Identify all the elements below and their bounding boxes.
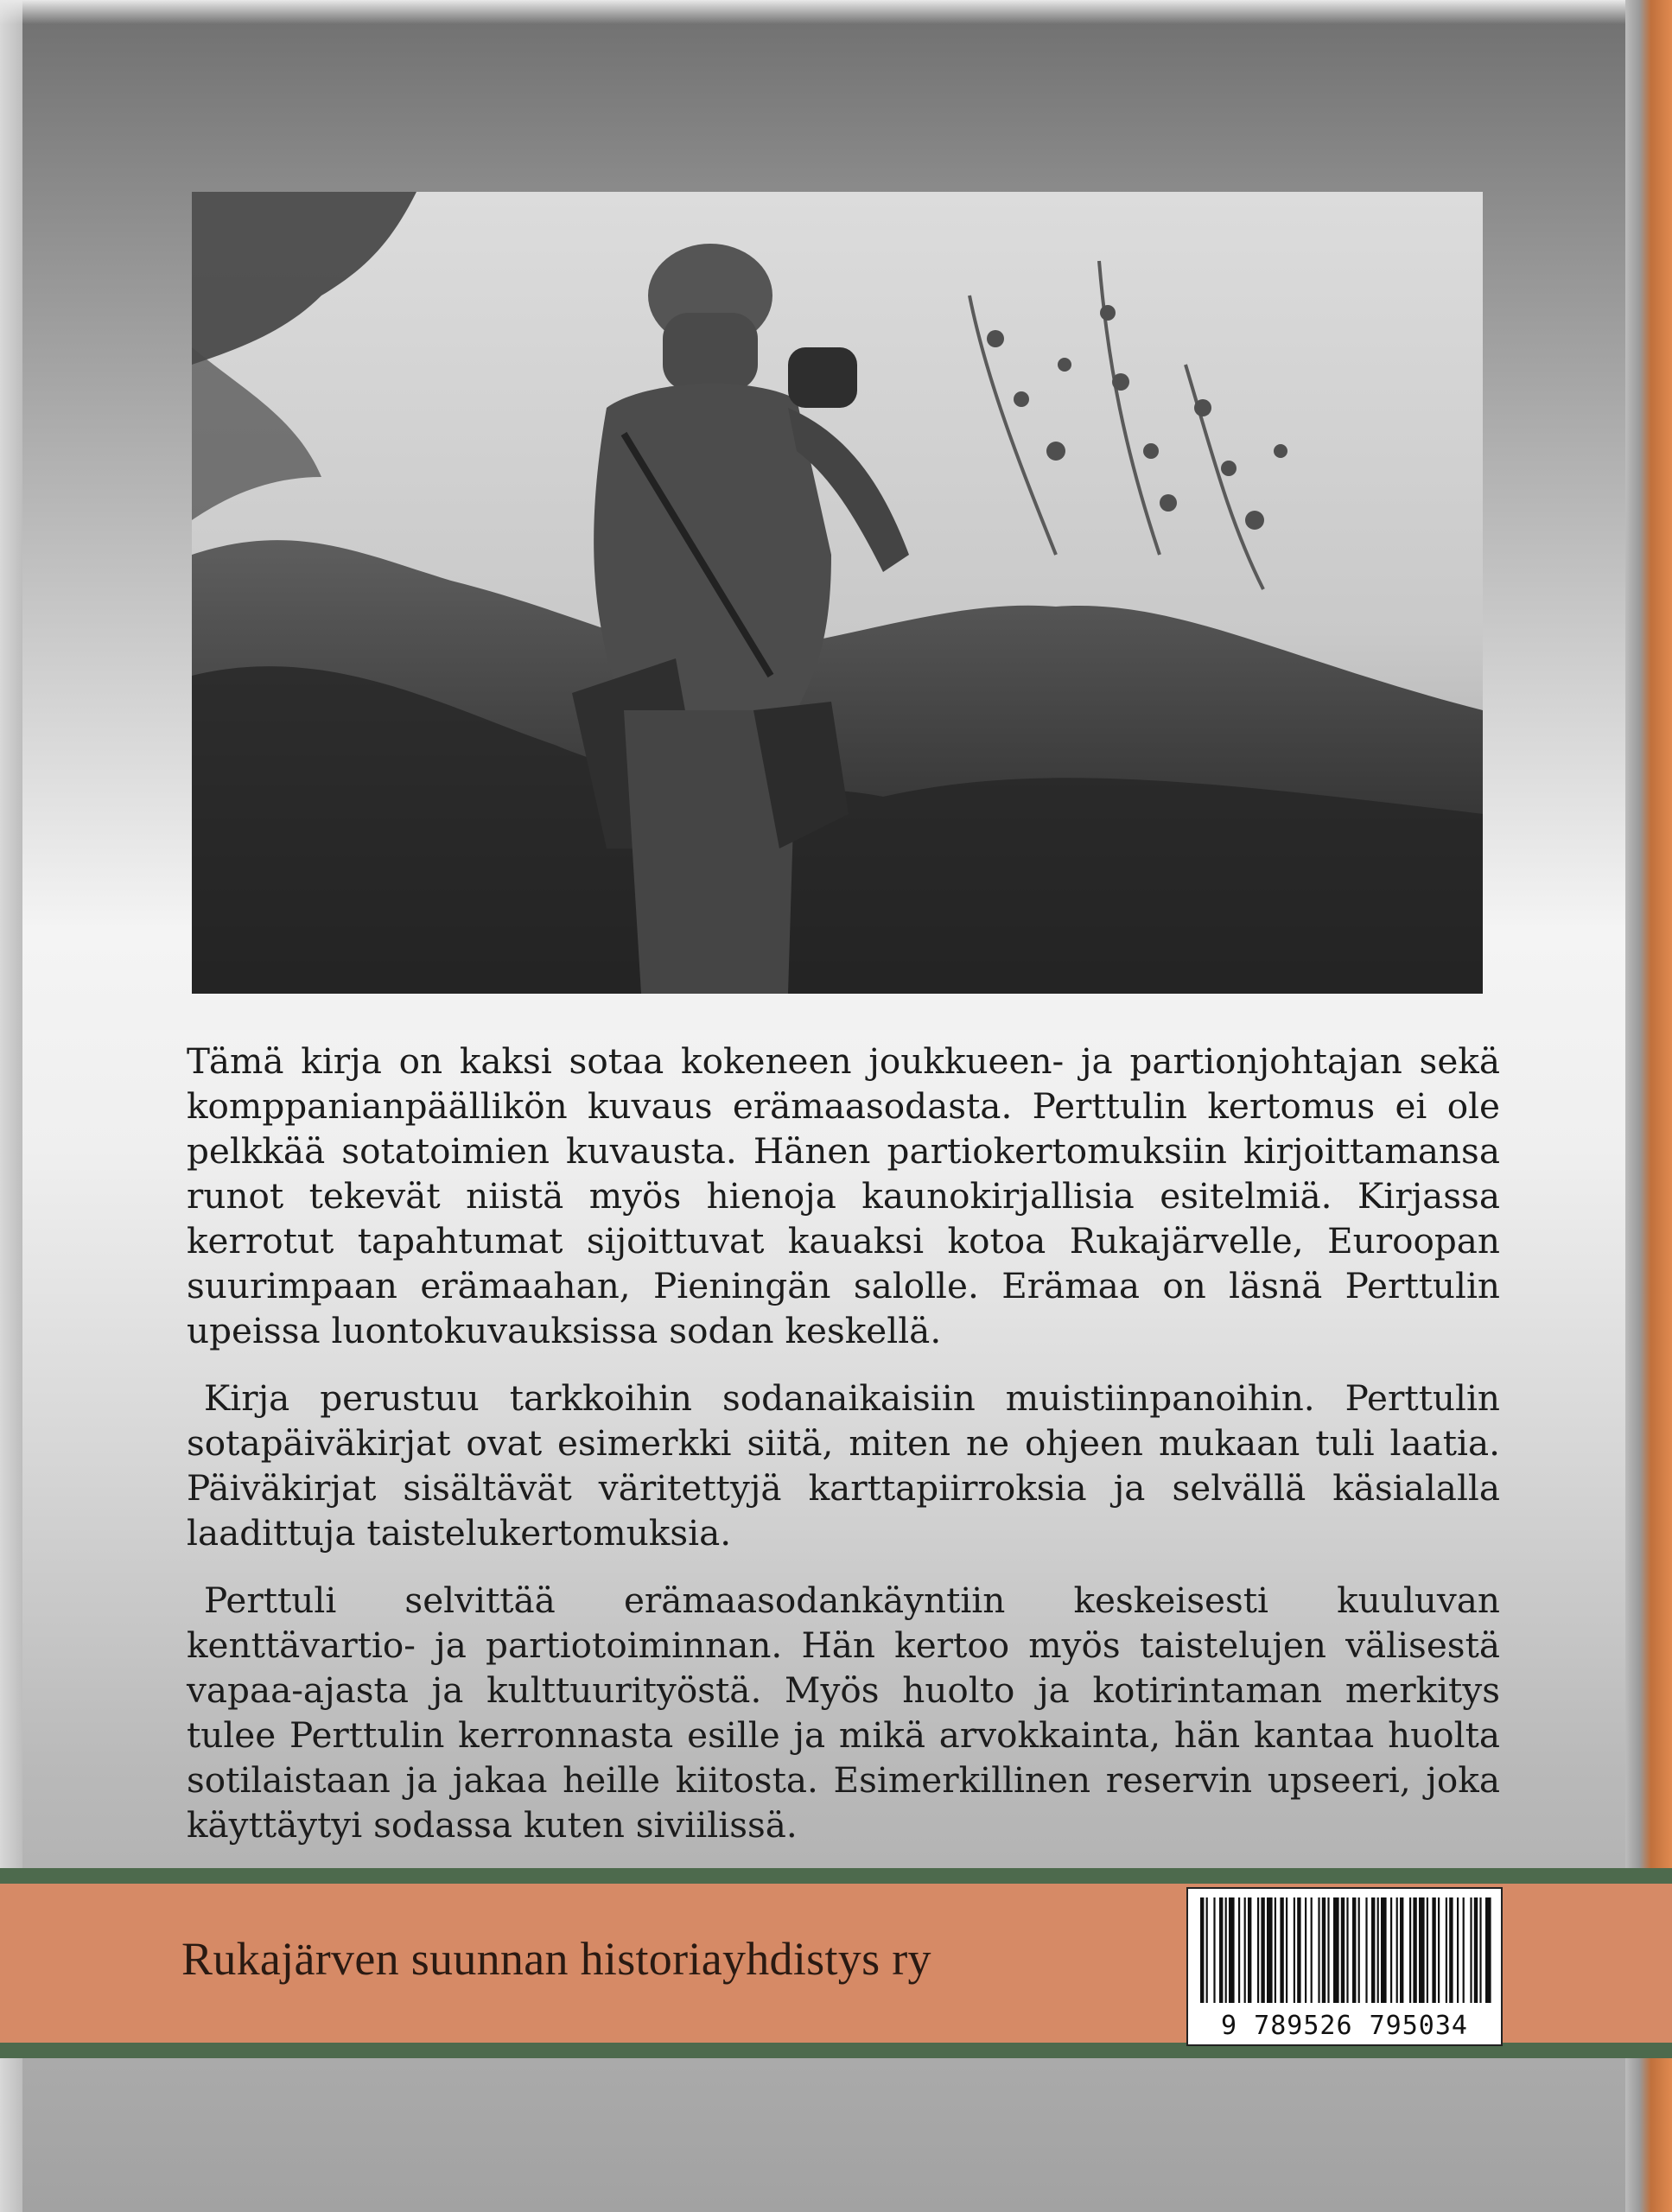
barcode-bar [1213,1897,1215,2003]
barcode-bar [1327,1897,1329,2003]
barcode-bar [1225,1897,1227,2003]
barcode-bar [1427,1897,1428,2003]
barcode-bar [1341,1897,1345,2003]
blurb-paragraph-2: Kirja perustuu tarkkoihin sodanaikaisiin muistiinpanoihin. Perttulin sotapäiväkirjat ovat esimerkki siitä, miten ne ohjeen mukaan tuli laatia. Päiväkirjat sisältävät väritettyjä karttapiirroksia ja selvällä käsialalla laadittuja taistelukertomuksia. [187,1377,1500,1554]
blurb-paragraph-1: Tämä kirja on kaksi sotaa kokeneen joukkueen- ja partionjohtajan sekä komppanianpäällikön kuvaus erämaasodasta. Perttulin kertomus ei ole pelkkää sotatoimien kuvausta. Hänen partiokertomuksiin kirjoittamansa runot tekevät niistä myös hienoja kaunokirjallisia esitelmiä. Kirjassa kerrotut tapahtumat sijoittuvat kauaksi kotoa Rukajärvelle, Euroopan suurimpaan erämaahan, Pieningän salolle. Erämaa on läsnä Perttulin upeissa luontokuvauksissa sodan keskellä. [187,1040,1500,1351]
barcode-bar [1449,1897,1453,2003]
barcode-bar [1333,1897,1339,2003]
barcode-bar [1305,1897,1306,2003]
barcode-bar [1400,1897,1403,2003]
barcode-bar [1200,1897,1204,2003]
barcode-bar [1470,1897,1472,2003]
barcode-bar [1206,1897,1208,2003]
barcode-bar [1463,1897,1465,2003]
barcode-bar [1229,1897,1235,2003]
barcode-bar [1219,1897,1223,2003]
isbn-barcode [1186,1887,1503,2046]
barcode-bar [1318,1897,1319,2003]
barcode-bars [1188,1889,1501,2010]
barcode-bar [1438,1897,1440,2003]
barcode-bar [1297,1897,1300,2003]
soldier-with-binoculars-photo [192,192,1483,994]
publisher-name: Rukajärven suunnan historiayhdistys ry [181,1933,931,1985]
barcode-bar [1311,1897,1313,2003]
barcode-bar [1294,1897,1295,2003]
barcode-bar [1390,1897,1392,2003]
barcode-bar [1238,1897,1240,2003]
cover-top-edge [0,0,1672,24]
barcode-bar [1485,1897,1491,2003]
barcode-bar [1371,1897,1375,2003]
barcode-bar [1248,1897,1251,2003]
barcode-bar [1381,1897,1387,2003]
cover-photo [192,192,1483,994]
barcode-bar [1419,1897,1425,2003]
barcode-bar [1352,1897,1356,2003]
barcode-bar [1257,1897,1259,2003]
barcode-bar [1409,1897,1411,2003]
blurb-paragraph-3: Perttuli selvittää erämaasodankäyntiin keskeisesti kuuluvan kenttävartio- ja partiotoiminnan. Hän kertoo myös taistelujen välisestä vapaa-ajasta ja kulttuurityöstä. Myös huolto ja kotirintaman merkitys tulee Perttulin kerronnasta esille ja mikä arvokkainta, hän kantaa huolta sotilaistaan ja jakaa heille kiitosta. Esimerkillinen reservin upseeri, joka käyttäytyi sodassa kuten siviilissä. [187,1580,1500,1846]
barcode-bar [1479,1897,1481,2003]
barcode-bar [1261,1897,1264,2003]
barcode-bar [1346,1897,1348,2003]
barcode-bar [1365,1897,1367,2003]
barcode-bar [1457,1897,1459,2003]
barcode-bar [1396,1897,1398,2003]
barcode-bar [1377,1897,1379,2003]
barcode-bar [1275,1897,1276,2003]
barcode-bar [1432,1897,1435,2003]
back-cover-blurb [187,1039,1500,1870]
barcode-bar [1446,1897,1447,2003]
barcode-bar [1280,1897,1283,2003]
barcode-bar [1474,1897,1478,2003]
barcode-bar [1244,1897,1246,2003]
barcode-bar [1267,1897,1273,2003]
barcode-bar [1286,1897,1287,2003]
isbn-number: 9 789526 795034 [1221,2011,1468,2041]
green-stripe-top [0,1868,1672,1884]
barcode-bar [1322,1897,1326,2003]
barcode-bar [1358,1897,1360,2003]
barcode-bar [1413,1897,1416,2003]
